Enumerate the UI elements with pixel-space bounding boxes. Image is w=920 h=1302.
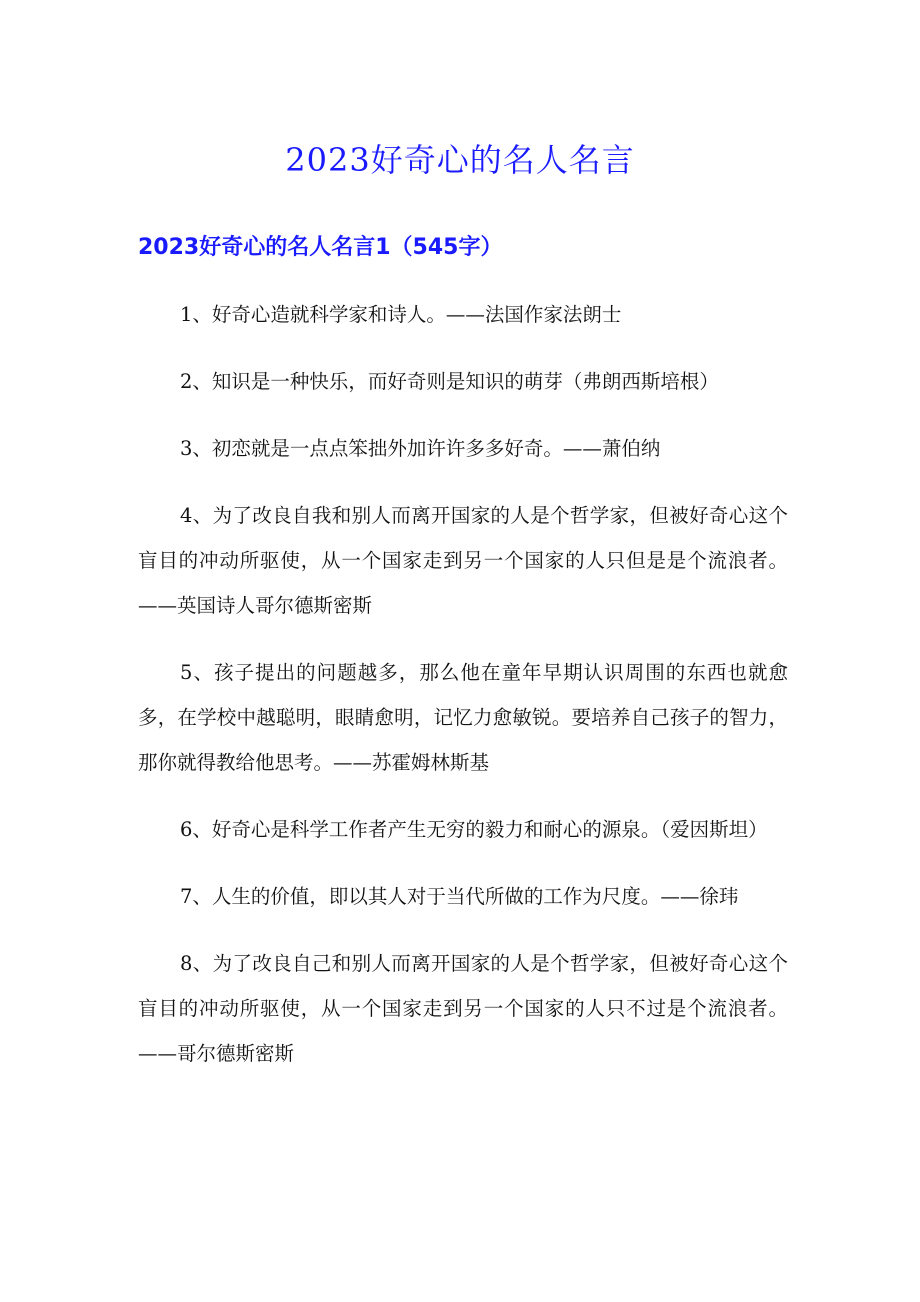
quote-item-5: 5、孩子提出的问题越多，那么他在童年早期认识周围的东西也就愈多，在学校中越聪明，眼睛愈明，记忆力愈敏锐。要培养自己孩子的智力，那你就得教给他思考。——苏霍姆林斯基	[138, 661, 788, 774]
quote-item-6: 6、好奇心是科学工作者产生无穷的毅力和耐心的源泉。（爱因斯坦）	[180, 818, 768, 841]
quote-item-8: 8、为了改良自己和别人而离开国家的人是个哲学家，但被好奇心这个盲目的冲动所驱使，从一个国家走到另一个国家的人只不过是个流浪者。——哥尔德斯密斯	[138, 952, 788, 1065]
quote-list	[138, 292, 788, 1098]
quote-item-1: 1、好奇心造就科学家和诗人。——法国作家法朗士	[180, 303, 622, 326]
document-title: 2023好奇心的名人名言	[285, 141, 635, 179]
quote-item-3: 3、初恋就是一点点笨拙外加许许多多好奇。——萧伯纳	[180, 437, 661, 460]
quote-item-7: 7、人生的价值，即以其人对于当代所做的工作为尺度。——徐玮	[180, 885, 739, 908]
section-heading: 2023好奇心的名人名言1（545字）	[138, 235, 503, 260]
quote-item-4: 4、为了改良自我和别人而离开国家的人是个哲学家，但被好奇心这个盲目的冲动所驱使，从一个国家走到另一个国家的人只但是是个流浪者。——英国诗人哥尔德斯密斯	[138, 504, 788, 617]
quote-item-2: 2、知识是一种快乐，而好奇则是知识的萌芽（弗朗西斯培根）	[180, 370, 719, 393]
